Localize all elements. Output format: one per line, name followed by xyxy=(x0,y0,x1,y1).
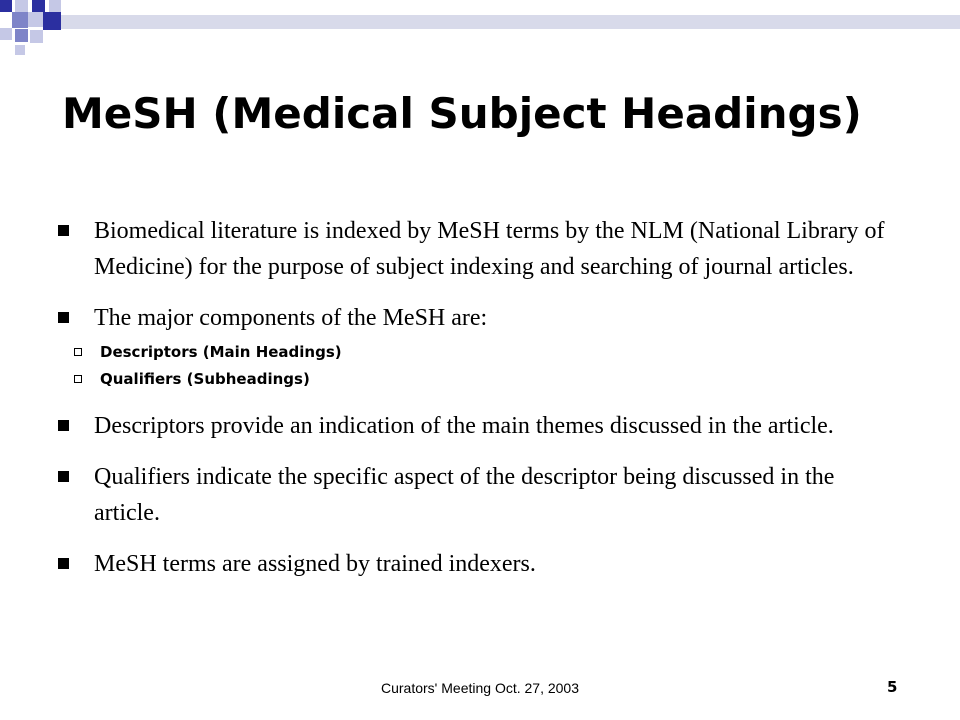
sub-bullet-item xyxy=(58,366,898,393)
footer-text: Curators' Meeting Oct. 27, 2003 xyxy=(381,680,579,696)
square-bullet-icon xyxy=(58,420,69,431)
decor-square-dark-3 xyxy=(43,12,61,30)
bullet-item xyxy=(58,546,898,582)
bullet-list xyxy=(58,213,898,582)
sub-bullet-text: Qualifiers (Subheadings) xyxy=(100,370,310,388)
sub-bullet-group xyxy=(58,339,898,393)
decor-square-dark-2 xyxy=(32,0,45,13)
bullet-item xyxy=(58,408,898,444)
hollow-square-bullet-icon xyxy=(74,348,82,356)
bullet-item xyxy=(58,300,898,336)
decor-square-mid-1 xyxy=(12,12,28,28)
hollow-square-bullet-icon xyxy=(74,375,82,383)
sub-bullet-list xyxy=(58,339,898,393)
bullet-text: MeSH terms are assigned by trained indexers. xyxy=(94,551,536,577)
decor-square-light-1 xyxy=(15,0,28,13)
slide-title: MeSH (Medical Subject Headings) xyxy=(62,89,862,138)
square-bullet-icon xyxy=(58,312,69,323)
decor-bar xyxy=(60,15,960,29)
bullet-item xyxy=(58,459,898,531)
decor-square-dark-1 xyxy=(0,0,12,12)
bullet-text: Descriptors provide an indication of the main themes discussed in the article. xyxy=(94,413,834,439)
decor-square-light-5 xyxy=(30,30,43,43)
bullet-text: Biomedical literature is indexed by MeSH terms by the NLM (National Library of Medicine) for the purpose of subject indexing and searching of journal articles. xyxy=(94,218,885,280)
decor-square-light-2 xyxy=(49,0,61,12)
square-bullet-icon xyxy=(58,558,69,569)
decor-square-mid-2 xyxy=(15,29,28,42)
bullet-text: Qualifiers indicate the specific aspect of the descriptor being discussed in the article. xyxy=(94,464,835,526)
square-bullet-icon xyxy=(58,225,69,236)
bullet-item xyxy=(58,213,898,285)
page-number: 5 xyxy=(887,678,898,696)
decor-square-light-6 xyxy=(15,45,25,55)
decor-square-light-3 xyxy=(28,12,43,27)
bullet-text: The major components of the MeSH are: xyxy=(94,305,488,331)
corner-decoration xyxy=(0,0,960,60)
sub-bullet-item xyxy=(58,339,898,366)
sub-bullet-text: Descriptors (Main Headings) xyxy=(100,343,342,361)
decor-square-light-4 xyxy=(0,28,12,40)
square-bullet-icon xyxy=(58,471,69,482)
